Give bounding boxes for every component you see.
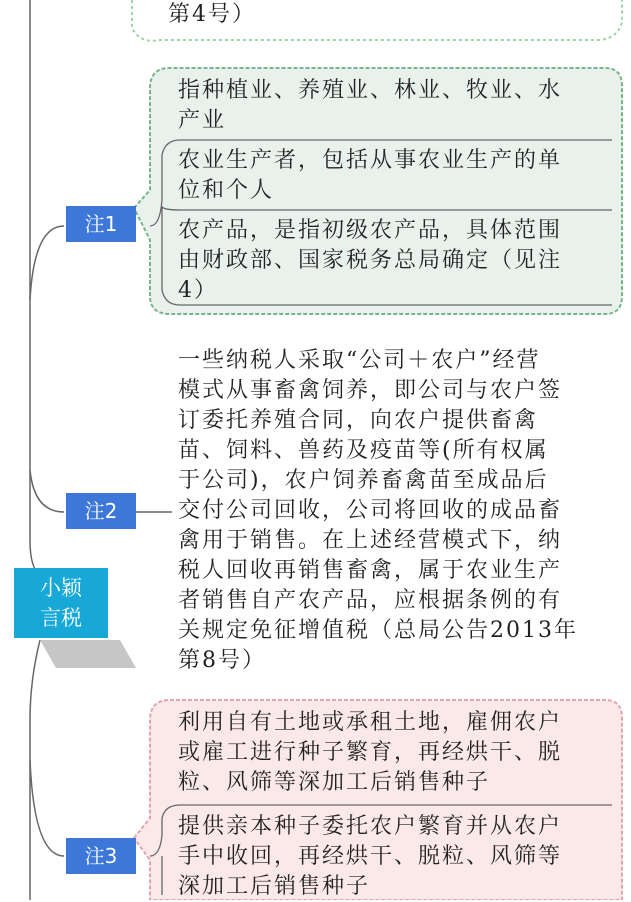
- note1-item-2: 农业生产者，包括从事农业生产的单 位和个人: [178, 148, 563, 203]
- branch-note2: [30, 470, 64, 512]
- note3-item-1: 利用自有土地或承租土地，雇佣农户 或雇工进行种子繁育，再经烘干、脱 粒、风筛等深加工后销售种子: [178, 710, 563, 795]
- note3-tag[interactable]: 注3: [66, 838, 136, 874]
- branch-note3: [30, 760, 64, 856]
- note1-tag[interactable]: 注1: [66, 206, 136, 242]
- trunk-line-lower: [30, 640, 40, 900]
- note1-item-3: 农产品，是指初级农产品，具体范围 由财政部、国家税务总局确定（见注 4）: [178, 218, 563, 303]
- center-node-line1: 小颖: [40, 576, 82, 600]
- note3-item-2: 提供亲本种子委托农户繁育并从农户 手中收回，再经烘干、脱粒、风筛等 深加工后销售种子: [178, 814, 563, 899]
- center-node[interactable]: [14, 568, 108, 638]
- center-node-line2: 言税: [40, 606, 82, 630]
- top-note-fragment: 第4号）: [168, 2, 256, 27]
- note1-item-1: 指种植业、养殖业、林业、牧业、水 产业: [178, 78, 563, 133]
- note2-tag[interactable]: 注2: [66, 493, 136, 529]
- center-node-shadow: [40, 640, 136, 668]
- note2-text: 一些纳税人采取“公司＋农户”经营 模式从事畜禽饲养，即公司与农户签 订委托养殖合同，向农户提供畜禽 苗、饲料、兽药及疫苗等(所有权属 于公司)，农户饲养畜禽苗至成品后 交付公司回收，公司将回收的成品畜 禽用于销售。在上述经营模式下，纳 税人回收再销售畜禽，属于农业生产 者销售自产农产品，应根据条例的有 关规定免征增值税（总局公告2013年 第8号）: [178, 348, 578, 673]
- branch-note1: [30, 226, 64, 300]
